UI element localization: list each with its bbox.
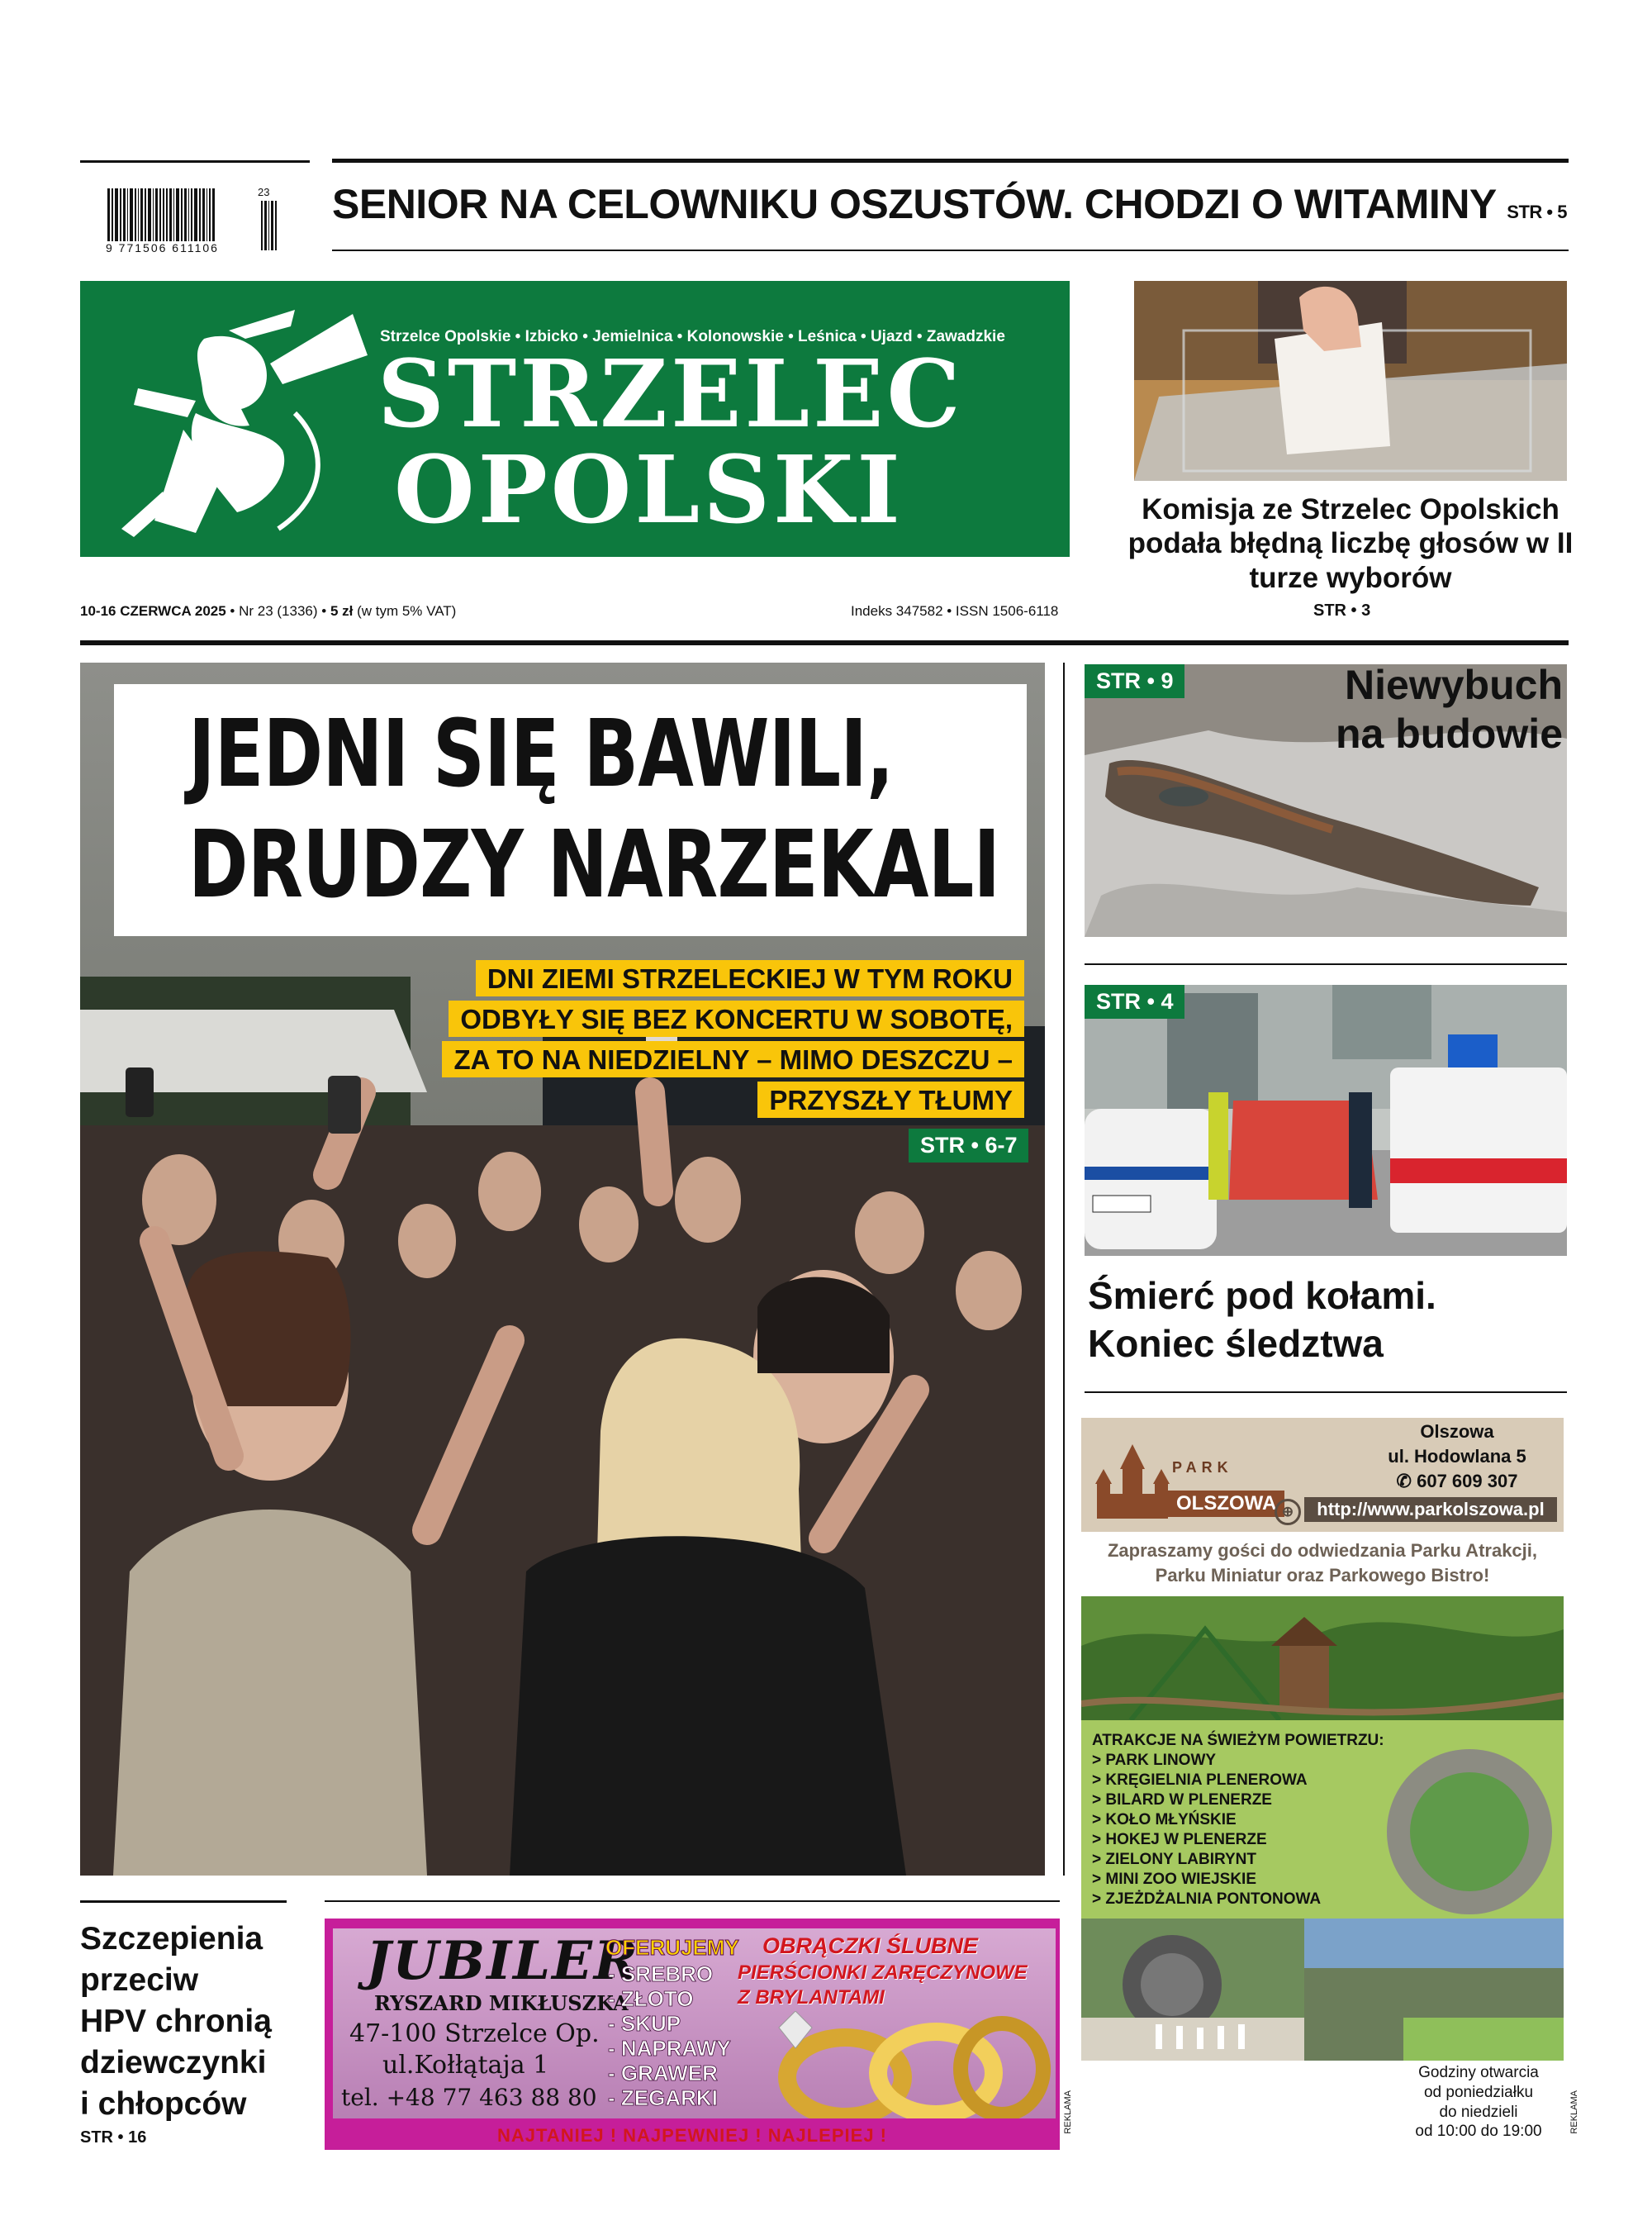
- globe-icon: ⊕: [1275, 1499, 1301, 1525]
- park-attraction-item: > KRĘGIELNIA PLENEROWA: [1092, 1771, 1308, 1789]
- right-divider-2: [1085, 1391, 1567, 1393]
- lead-dek: [347, 960, 1024, 1125]
- jubiler-item: - SREBRO: [608, 1961, 714, 1986]
- issue-number: Nr 23 (1336): [239, 603, 318, 619]
- archer-logo-icon: [105, 306, 369, 537]
- top-banner-bottom-rule: [332, 250, 1569, 251]
- jubiler-panel: [333, 1928, 1056, 2118]
- castle-icon: [1094, 1444, 1172, 1524]
- issue-info: 10-16 CZERWCA 2025 • Nr 23 (1336) • 5 zł (w tym 5% VAT): [80, 603, 457, 619]
- park-hours-line2: od poniedziałku: [1423, 2083, 1534, 2101]
- park-attraction-item: > ZJEŻDŻALNIA PONTONOWA: [1092, 1890, 1322, 1908]
- park-attraction-item: > MINI ZOO WIEJSKIE: [1092, 1871, 1256, 1888]
- park-attractions-title: ATRAKCJE NA ŚWIEŻYM POWIETRZU:: [1092, 1732, 1384, 1749]
- jubiler-rule: [325, 1900, 1060, 1902]
- top-left-rule: [80, 160, 310, 163]
- park-invite-line1: Zapraszamy gości do odwiedzania Parku Atrakcji,: [1107, 1540, 1538, 1561]
- right-divider-1: [1085, 963, 1567, 965]
- park-url[interactable]: http://www.parkolszowa.pl: [1304, 1497, 1557, 1522]
- police-page-ref: STR • 4: [1085, 985, 1184, 1019]
- hpv-headline-line4: dziewczynki: [80, 2044, 267, 2080]
- top-banner-headline: [332, 180, 1567, 228]
- police-headline: [1088, 1272, 1436, 1367]
- jubiler-item: - GRAWER: [608, 2061, 718, 2085]
- park-hours-line3: do niedzieli: [1439, 2103, 1518, 2121]
- park-logo-big: OLSZOWA: [1168, 1491, 1284, 1517]
- jubiler-owner: RYSZARD MIKŁUSZKA: [374, 1991, 629, 2015]
- park-hours: [1404, 2063, 1553, 2142]
- hpv-headline-line3: HPV chronią: [80, 2003, 272, 2039]
- park-city: Olszowa: [1420, 1421, 1494, 1442]
- park-attraction-item: > PARK LINOWY: [1092, 1752, 1217, 1769]
- jubiler-logo: JUBILER: [366, 1930, 640, 1992]
- lead-headline-box: [114, 684, 1027, 936]
- jubiler-address1: 47-100 Strzelce Op.: [349, 2019, 600, 2048]
- hpv-headline-line2: przeciw: [80, 1961, 199, 1998]
- lead-page-ref: STR • 6-7: [909, 1129, 1028, 1163]
- masthead: [80, 281, 1070, 557]
- section-rule: [80, 640, 1569, 645]
- jubiler-item: - ZŁOTO: [608, 1986, 694, 2011]
- lead-headline: [188, 699, 999, 921]
- lead-dek-line4: PRZYSZŁY TŁUMY: [757, 1082, 1024, 1118]
- park-attraction-item: > HOKEJ W PLENERZE: [1092, 1831, 1267, 1848]
- park-invite-line2: Parku Miniatur oraz Parkowego Bistro!: [1155, 1564, 1490, 1586]
- masthead-towns: Strzelce Opolskie • Izbicko • Jemielnica • Kolonowskie • Leśnica • Ujazd • Zawadzkie: [380, 328, 1005, 345]
- park-invite: [1081, 1538, 1564, 1587]
- jubiler-item: - SKUP: [608, 2011, 681, 2036]
- jubiler-offer-engagement: PIERŚCIONKI ZARĘCZYNOWE: [738, 1961, 1028, 1984]
- ballot-caption: Komisja ze Strzelec Opolskich podała błędną liczbę głosów w II turze wyborów: [1127, 493, 1574, 594]
- shell-page-ref: STR • 9: [1085, 664, 1184, 698]
- jubiler-offer-diamonds: Z BRYLANTAMI: [738, 1986, 885, 2009]
- issue-index-issn: Indeks 347582 • ISSN 1506-6118: [851, 603, 1059, 619]
- lead-dek-line1: DNI ZIEMI STRZELECKIEJ W TYM ROKU: [476, 960, 1024, 996]
- police-headline-line2: Koniec śledztwa: [1088, 1321, 1384, 1365]
- hpv-rule: [80, 1900, 287, 1903]
- park-phone: ✆ 607 609 307: [1396, 1471, 1518, 1491]
- ballot-photo: [1134, 281, 1567, 481]
- jubiler-item: - NAPRAWY: [608, 2036, 731, 2061]
- park-street: ul. Hodowlana 5: [1388, 1446, 1526, 1467]
- park-ad-header: [1081, 1418, 1564, 1532]
- lead-headline-line2: DRUDZY NARZEKALI: [188, 811, 1000, 920]
- park-hours-line1: Godziny otwarcia: [1418, 2064, 1539, 2081]
- lead-dek-line2: ODBYŁY SIĘ BEZ KONCERTU W SOBOTĘ,: [449, 1001, 1024, 1037]
- top-banner-page-ref: STR • 5: [1507, 202, 1567, 222]
- shell-headline: Niewybuch na budowie: [1336, 662, 1563, 757]
- barcode-number: 9 771506 611106: [106, 241, 219, 254]
- issue-price: 5 zł: [330, 603, 354, 619]
- park-attraction-item: > KOŁO MŁYŃSKIE: [1092, 1811, 1237, 1828]
- lead-headline-line1: JEDNI SIĘ BAWILI,: [188, 701, 894, 808]
- column-divider: [1063, 663, 1065, 1876]
- jubiler-ad-label: REKLAMA: [1063, 2090, 1073, 2134]
- jubiler-address2: ul.Kołłątaja 1: [382, 2051, 549, 2080]
- top-banner-rule: [332, 159, 1569, 163]
- jubiler-slogan: NAJTANIEJ ! NAJPEWNIEJ ! NAJLEPIEJ !: [496, 2125, 887, 2146]
- park-attraction-item: > ZIELONY LABIRYNT: [1092, 1851, 1256, 1868]
- rings-icon: [746, 2011, 1051, 2118]
- jubiler-phone: tel. +48 77 463 88 80: [341, 2084, 597, 2111]
- masthead-title-line1: STRZELEC: [377, 340, 964, 449]
- police-photo: [1085, 985, 1567, 1256]
- park-ad-label: REKLAMA: [1569, 2090, 1579, 2134]
- top-banner-text: SENIOR NA CELOWNIKU OSZUSTÓW. CHODZI O WITAMINY: [332, 181, 1496, 227]
- police-headline-line1: Śmierć pod kołami.: [1088, 1274, 1436, 1317]
- barcode-addon: 23: [258, 186, 270, 198]
- issue-date: 10-16 CZERWCA 2025: [80, 603, 226, 619]
- jubiler-ad: [325, 1919, 1060, 2150]
- jubiler-offer-rings: OBRĄCZKI ŚLUBNE: [762, 1933, 978, 1958]
- ballot-page-ref: STR • 3: [1313, 601, 1371, 620]
- jubiler-offer-title: OFERUJEMY: [605, 1935, 739, 1960]
- park-hours-line4: od 10:00 do 19:00: [1415, 2123, 1542, 2141]
- hpv-page-ref: STR • 16: [80, 2128, 147, 2147]
- masthead-title-line2: OPOLSKI: [394, 436, 904, 544]
- jubiler-item: - ZEGARKI: [608, 2085, 718, 2110]
- park-logo-small: PARK: [1172, 1459, 1233, 1476]
- hpv-headline-line1: Szczepienia: [80, 1921, 263, 1957]
- hpv-headline-line5: i chłopców: [80, 2085, 247, 2122]
- issue-vat: (w tym 5% VAT): [357, 603, 457, 619]
- hpv-headline: [80, 1919, 287, 2125]
- park-attraction-item: > BILARD W PLENERZE: [1092, 1791, 1272, 1809]
- lead-dek-line3: ZA TO NA NIEDZIELNY – MIMO DESZCZU –: [442, 1041, 1024, 1077]
